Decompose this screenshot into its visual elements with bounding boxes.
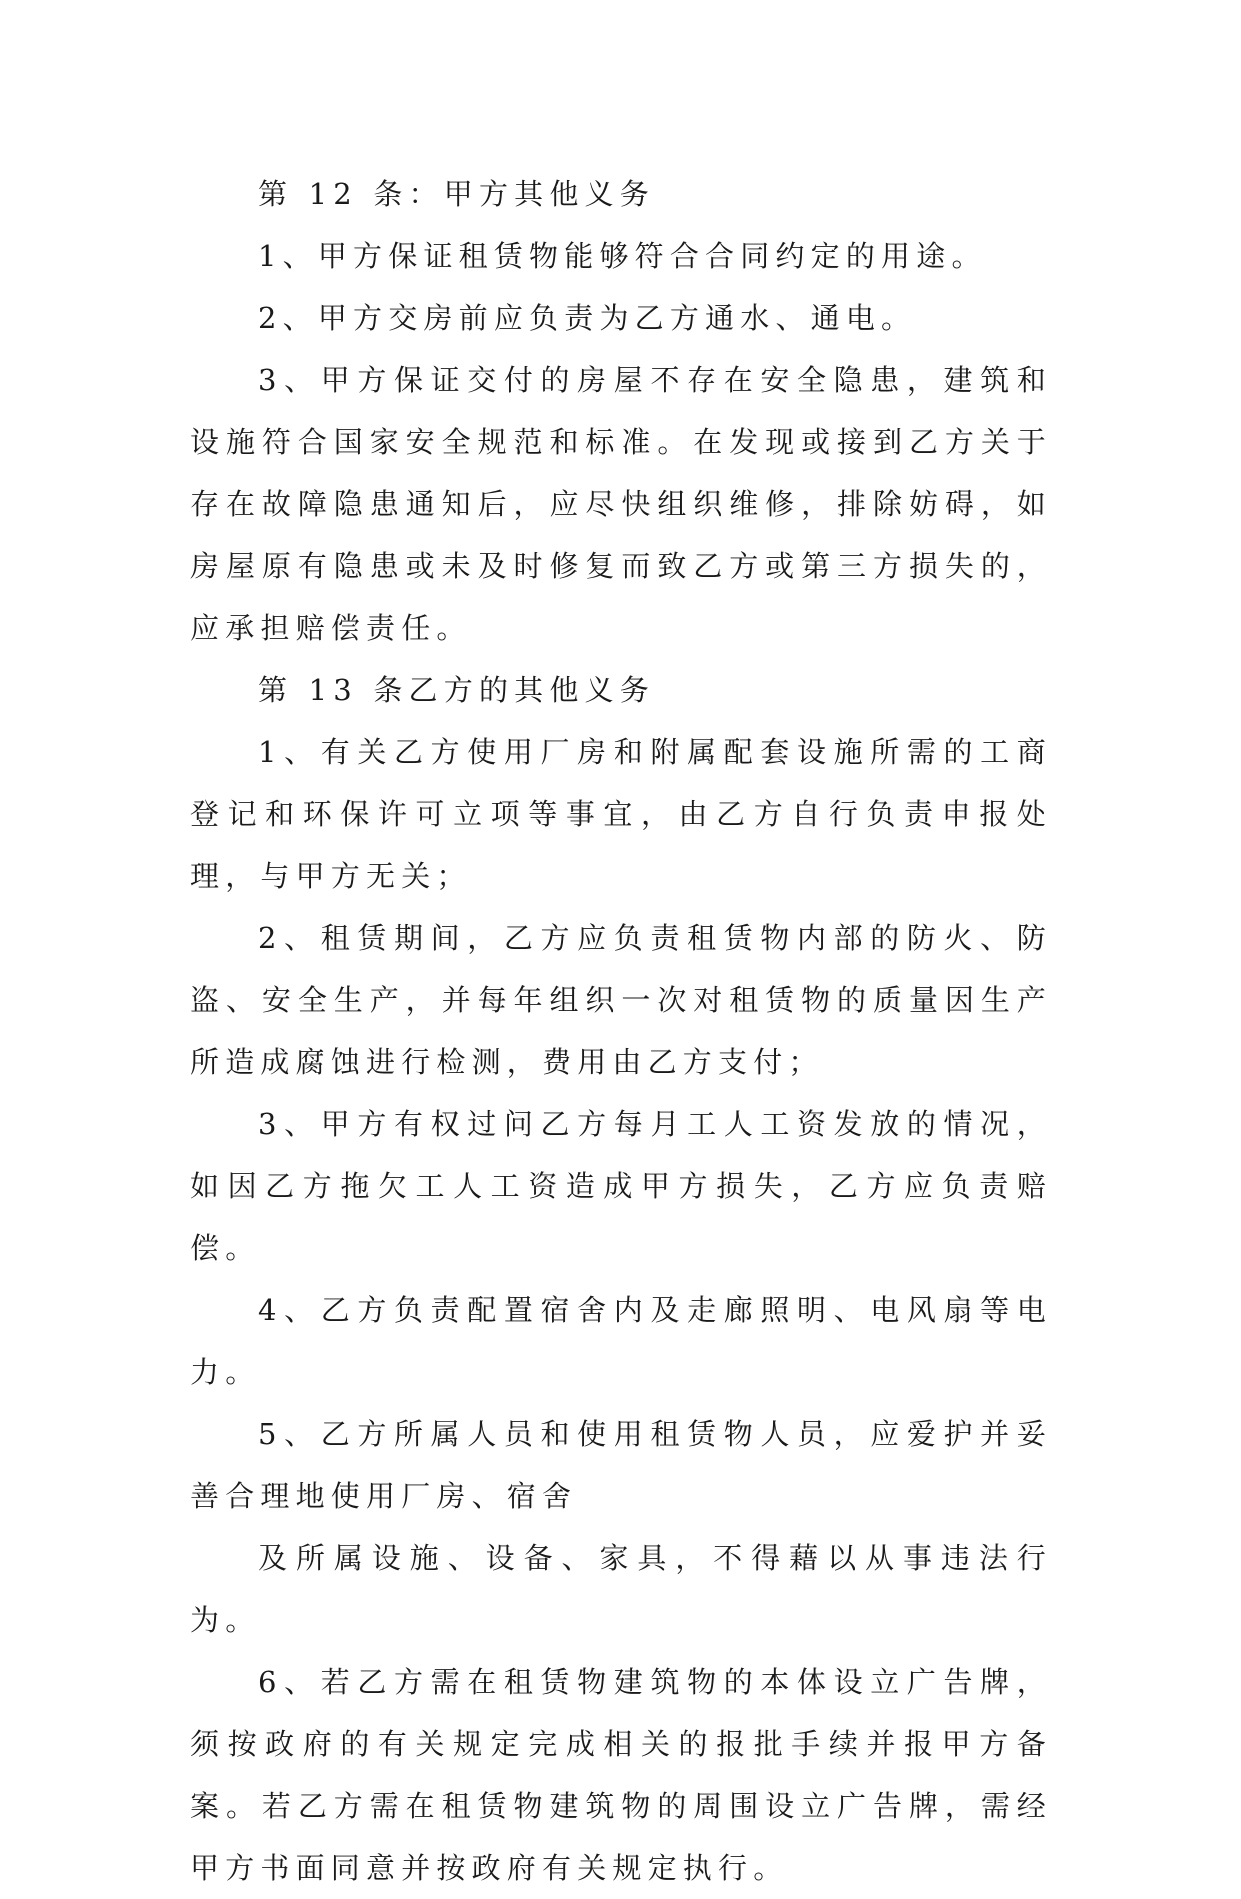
article-13-clause-5: 5、乙方所属人员和使用租赁物人员，应爱护并妥善合理地使用厂房、宿舍: [190, 1417, 1052, 1513]
document-body: [190, 163, 1052, 1899]
article-13-clause-5-continued: 及所属设施、设备、家具，不得藉以从事违法行为。: [190, 1541, 1052, 1637]
article-13-clause-4: 4、乙方负责配置宿舍内及走廊照明、电风扇等电力。: [190, 1293, 1052, 1389]
article-13-clause-3: 3、甲方有权过问乙方每月工人工资发放的情况，如因乙方拖欠工人工资造成甲方损失，乙方应负责赔偿。: [190, 1107, 1052, 1265]
article-12-heading: 第 12 条：甲方其他义务: [258, 177, 655, 211]
article-13-heading: 第 13 条乙方的其他义务: [258, 673, 655, 707]
article-13-clause-1: 1、有关乙方使用厂房和附属配套设施所需的工商登记和环保许可立项等事宜，由乙方自行负责申报处理，与甲方无关；: [190, 735, 1052, 893]
article-12-clause-1: 1、甲方保证租赁物能够符合合同约定的用途。: [258, 239, 987, 273]
article-12-clause-3: 3、甲方保证交付的房屋不存在安全隐患，建筑和设施符合国家安全规范和标准。在发现或接到乙方关于存在故障隐患通知后，应尽快组织维修，排除妨碍，如房屋原有隐患或未及时修复而致乙方或第三方损失的，应承担赔偿责任。: [190, 363, 1052, 645]
article-12-clause-2: 2、甲方交房前应负责为乙方通水、通电。: [258, 301, 917, 335]
article-13-clause-2: 2、租赁期间，乙方应负责租赁物内部的防火、防盗、安全生产，并每年组织一次对租赁物的质量因生产所造成腐蚀进行检测，费用由乙方支付；: [190, 921, 1052, 1079]
article-13-clause-6: 6、若乙方需在租赁物建筑物的本体设立广告牌，须按政府的有关规定完成相关的报批手续并报甲方备案。若乙方需在租赁物建筑物的周围设立广告牌，需经甲方书面同意并按政府有关规定执行。: [190, 1665, 1052, 1885]
